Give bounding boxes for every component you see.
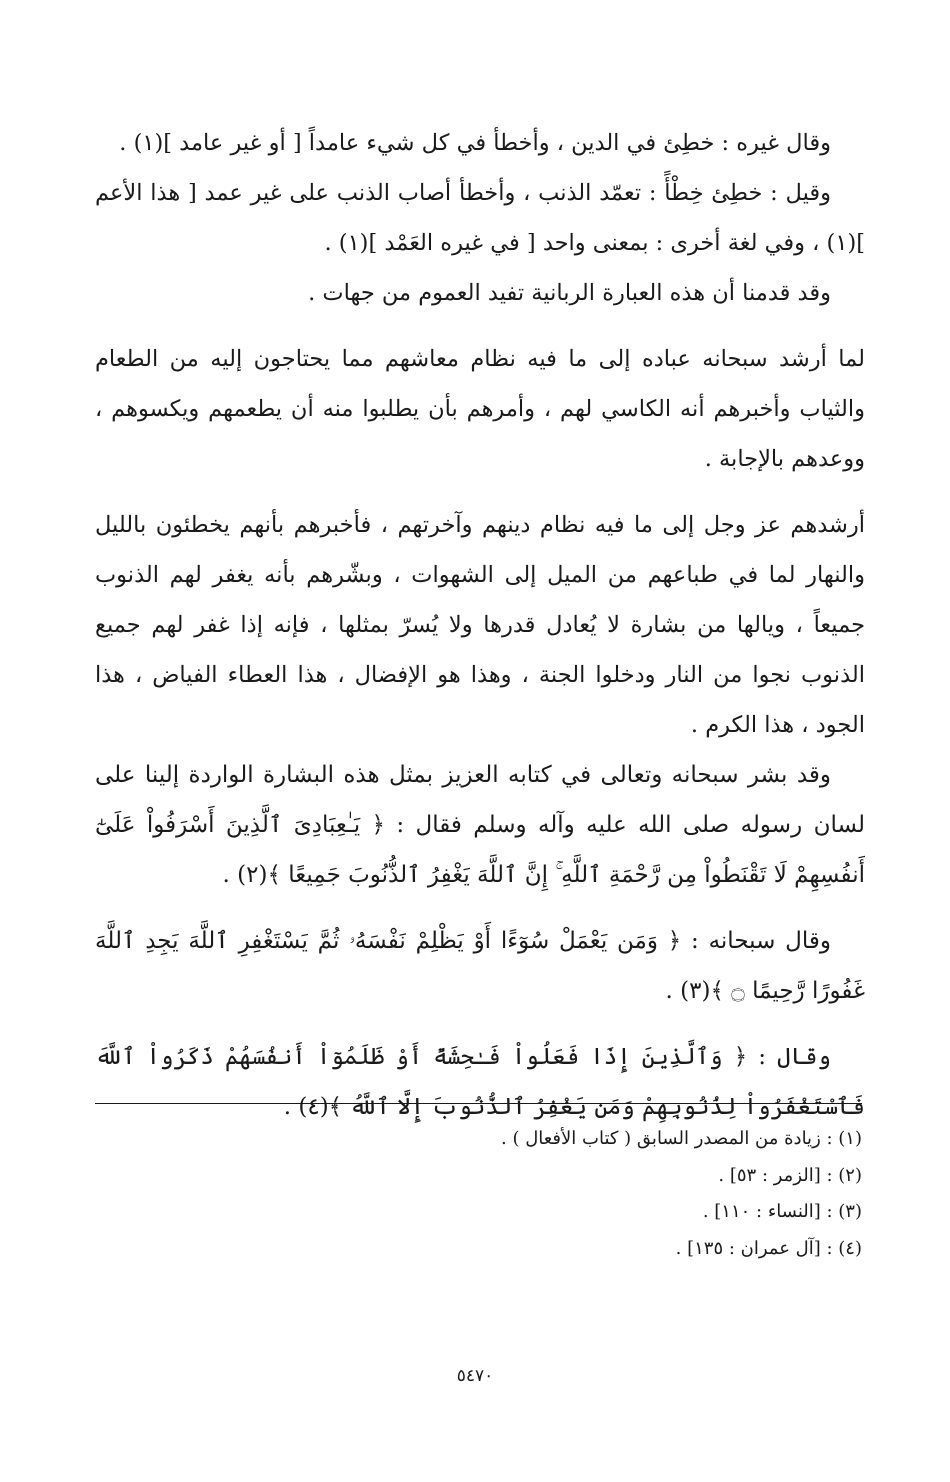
page-number: ٥٤٧٠ <box>456 1366 494 1386</box>
paragraph-6: وقد بشر سبحانه وتعالى في كتابه العزيز بمثل هذه البشارة الواردة إلينا على لسان رسوله صلى الله عليه وآله وسلم فقال : ﴿ يَـٰعِبَادِىَ ٱلَّذِينَ أَسْرَفُواْ عَلَىٰٓ أَنفُسِهِمْ لَا تَقْنَطُواْ مِن رَّحْمَةِ ٱللَّهِ ۚ إِنَّ ٱللَّهَ يَغْفِرُ ٱلذُّنُوبَ جَمِيعًا ﴾(٢) . <box>95 762 865 888</box>
paragraph-3: وقد قدمنا أن هذه العبارة الربانية تفيد العموم من جهات . <box>308 280 831 306</box>
footnote-2: (٢) : [الزمر : ٥٣] . <box>718 1164 862 1186</box>
footnote-divider <box>95 1103 862 1104</box>
paragraph-8: وقال : ﴿ وَٱلَّذِينَ إِذَا فَعَلُواْ فَـٰحِشَةً أَوْ ظَلَمُوٓاْ أَنفُسَهُمْ ذَكَرُواْ ٱللَّهَ فَٱسْتَغْفَرُواْ لِذُنُوبِهِمْ وَمَن يَغْفِرُ ٱلذُّنُوبَ إِلَّا ٱللَّهُ ﴾(٤) . <box>95 1044 865 1120</box>
paragraph-1: وقال غيره : خطِئ في الدين ، وأخطأ في كل شيء عامداً [ أو غير عامد ](١) . <box>119 130 831 156</box>
footnotes <box>95 1121 862 1267</box>
paragraph-2: وقيل : خطِئ خِطْأً : تعمّد الذنب ، وأخطأ أصاب الذنب على غير عمد [ هذا الأعم ](١) ، وفي لغة أخرى : بمعنى واحد [ في غيره العَمْد ](١) . <box>95 180 865 256</box>
paragraph-7: وقال سبحانه : ﴿ وَمَن يَعْمَلْ سُوٓءًا أَوْ يَظْلِمْ نَفْسَهُۥ ثُمَّ يَسْتَغْفِرِ ٱللَّهَ يَجِدِ ٱللَّهَ غَفُورًا رَّحِيمًا ۝ ﴾(٣) . <box>95 928 865 1004</box>
main-text <box>95 118 865 1132</box>
footnote-1: (١) : زيادة من المصدر السابق ( كتاب الأفعال ) . <box>501 1128 862 1149</box>
footnote-4: (٤) : [آل عمران : ١٣٥] . <box>675 1237 862 1259</box>
paragraph-4: لما أرشد سبحانه عباده إلى ما فيه نظام معاشهم مما يحتاجون إليه من الطعام والثياب وأخبرهم أنه الكاسي لهم ، وأمرهم بأن يطلبوا منه أن يطعمهم ويكسوهم ، ووعدهم بالإجابة . <box>95 346 865 472</box>
paragraph-5: أرشدهم عز وجل إلى ما فيه نظام دينهم وآخرتهم ، فأخبرهم بأنهم يخطئون بالليل والنهار لما في طباعهم من الميل إلى الشهوات ، وبشّرهم بأنه يغفر لهم الذنوب جميعاً ، ويالها من بشارة لا يُعادل قدرها ولا يُسرّ بمثلها ، فإنه إذا غفر لهم جميع الذنوب نجوا من النار ودخلوا الجنة ، وهذا هو الإفضال ، هذا العطاء الفياض ، هذا الجود ، هذا الكرم . <box>95 512 865 738</box>
footnote-3: (٣) : [النساء : ١١٠] . <box>702 1201 862 1222</box>
